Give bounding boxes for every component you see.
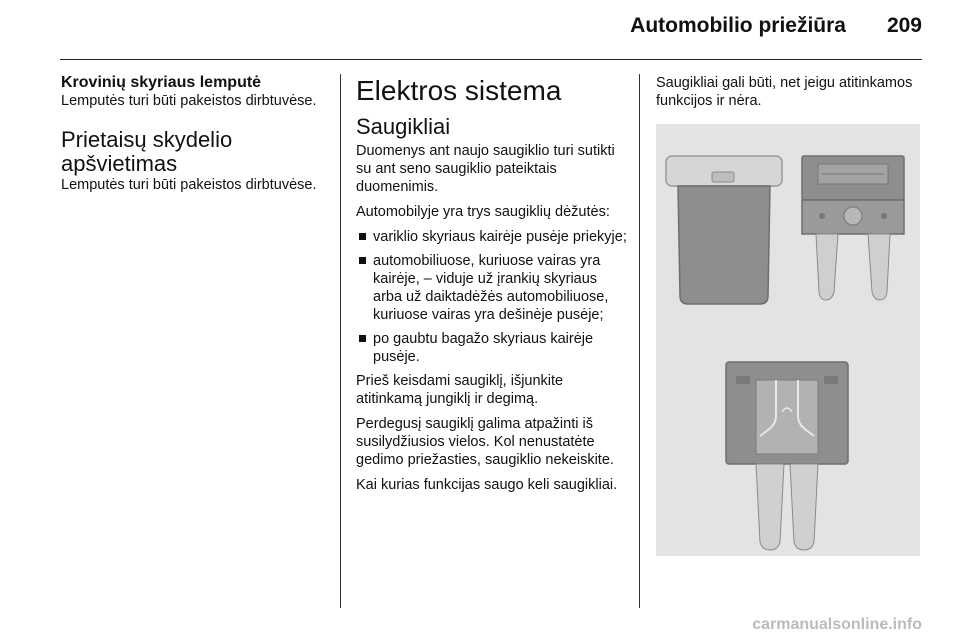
page-number: 209 bbox=[886, 14, 922, 37]
section-heading-fuses: Saugikliai bbox=[356, 114, 451, 139]
fuse-illustration-svg bbox=[656, 124, 920, 556]
section-heading-instrument-lighting: Prietaisų skydelio apšvietimas bbox=[61, 127, 233, 176]
section-text-cargo-lamp: Lemputės turi būti pakeistos dirbtuvėse. bbox=[61, 93, 317, 109]
header-divider bbox=[60, 59, 922, 60]
fuse-box-list bbox=[356, 228, 628, 366]
column-divider-right bbox=[639, 74, 640, 608]
list-item: variklio skyriaus kairėje pusėje priekyje; bbox=[356, 228, 628, 246]
column-right bbox=[656, 74, 924, 117]
list-item: automobiliuose, kuriuose vairas yra kairėje, – viduje už įrankių skyriaus arba už daiktadėžės automobiliuose, kuriuose vairas yra dešinėje pusėje; bbox=[356, 252, 628, 324]
column-middle bbox=[356, 74, 628, 501]
fuse-types-illustration bbox=[656, 124, 920, 556]
fuse-paragraph-3: Prieš keisdami saugiklį, išjunkite atitinkamą jungiklį ir degimą. bbox=[356, 373, 564, 407]
maxi-fuse-icon bbox=[666, 156, 782, 304]
watermark: carmanualsonline.info bbox=[752, 616, 922, 633]
section-text-instrument-lighting: Lemputės turi būti pakeistos dirbtuvėse. bbox=[61, 177, 317, 193]
mini-fuse-icon bbox=[802, 156, 904, 300]
section-heading-cargo-lamp: Krovinių skyriaus lemputė bbox=[61, 74, 262, 91]
fuse-paragraph-1: Duomenys ant naujo saugiklio turi sutikti su ant seno saugiklio pateiktais duomenimis. bbox=[356, 143, 615, 195]
fuse-paragraph-5: Kai kurias funkcijas saugo keli saugikliai. bbox=[356, 477, 618, 493]
bullet-square-icon bbox=[359, 257, 366, 264]
column-divider-left bbox=[340, 74, 341, 608]
column-left bbox=[61, 74, 329, 201]
bullet-square-icon bbox=[359, 233, 366, 240]
fuse-paragraph-2: Automobilyje yra trys saugiklių dėžutės: bbox=[356, 204, 610, 220]
blade-fuse-icon bbox=[726, 362, 848, 550]
page-header-title: Automobilio priežiūra bbox=[630, 14, 846, 37]
fuse-paragraph-4: Perdegusį saugiklį galima atpažinti iš susilydžiusios vielos. Kol nenustatėte gedimo priežasties, saugiklio nekeiskite. bbox=[356, 416, 614, 468]
list-item: po gaubtu bagažo skyriaus kairėje pusėje. bbox=[356, 330, 628, 366]
bullet-square-icon bbox=[359, 335, 366, 342]
chapter-title: Elektros sistema bbox=[356, 75, 562, 106]
fuse-paragraph-6: Saugikliai gali būti, net jeigu atitinkamos funkcijos ir nėra. bbox=[656, 75, 913, 109]
